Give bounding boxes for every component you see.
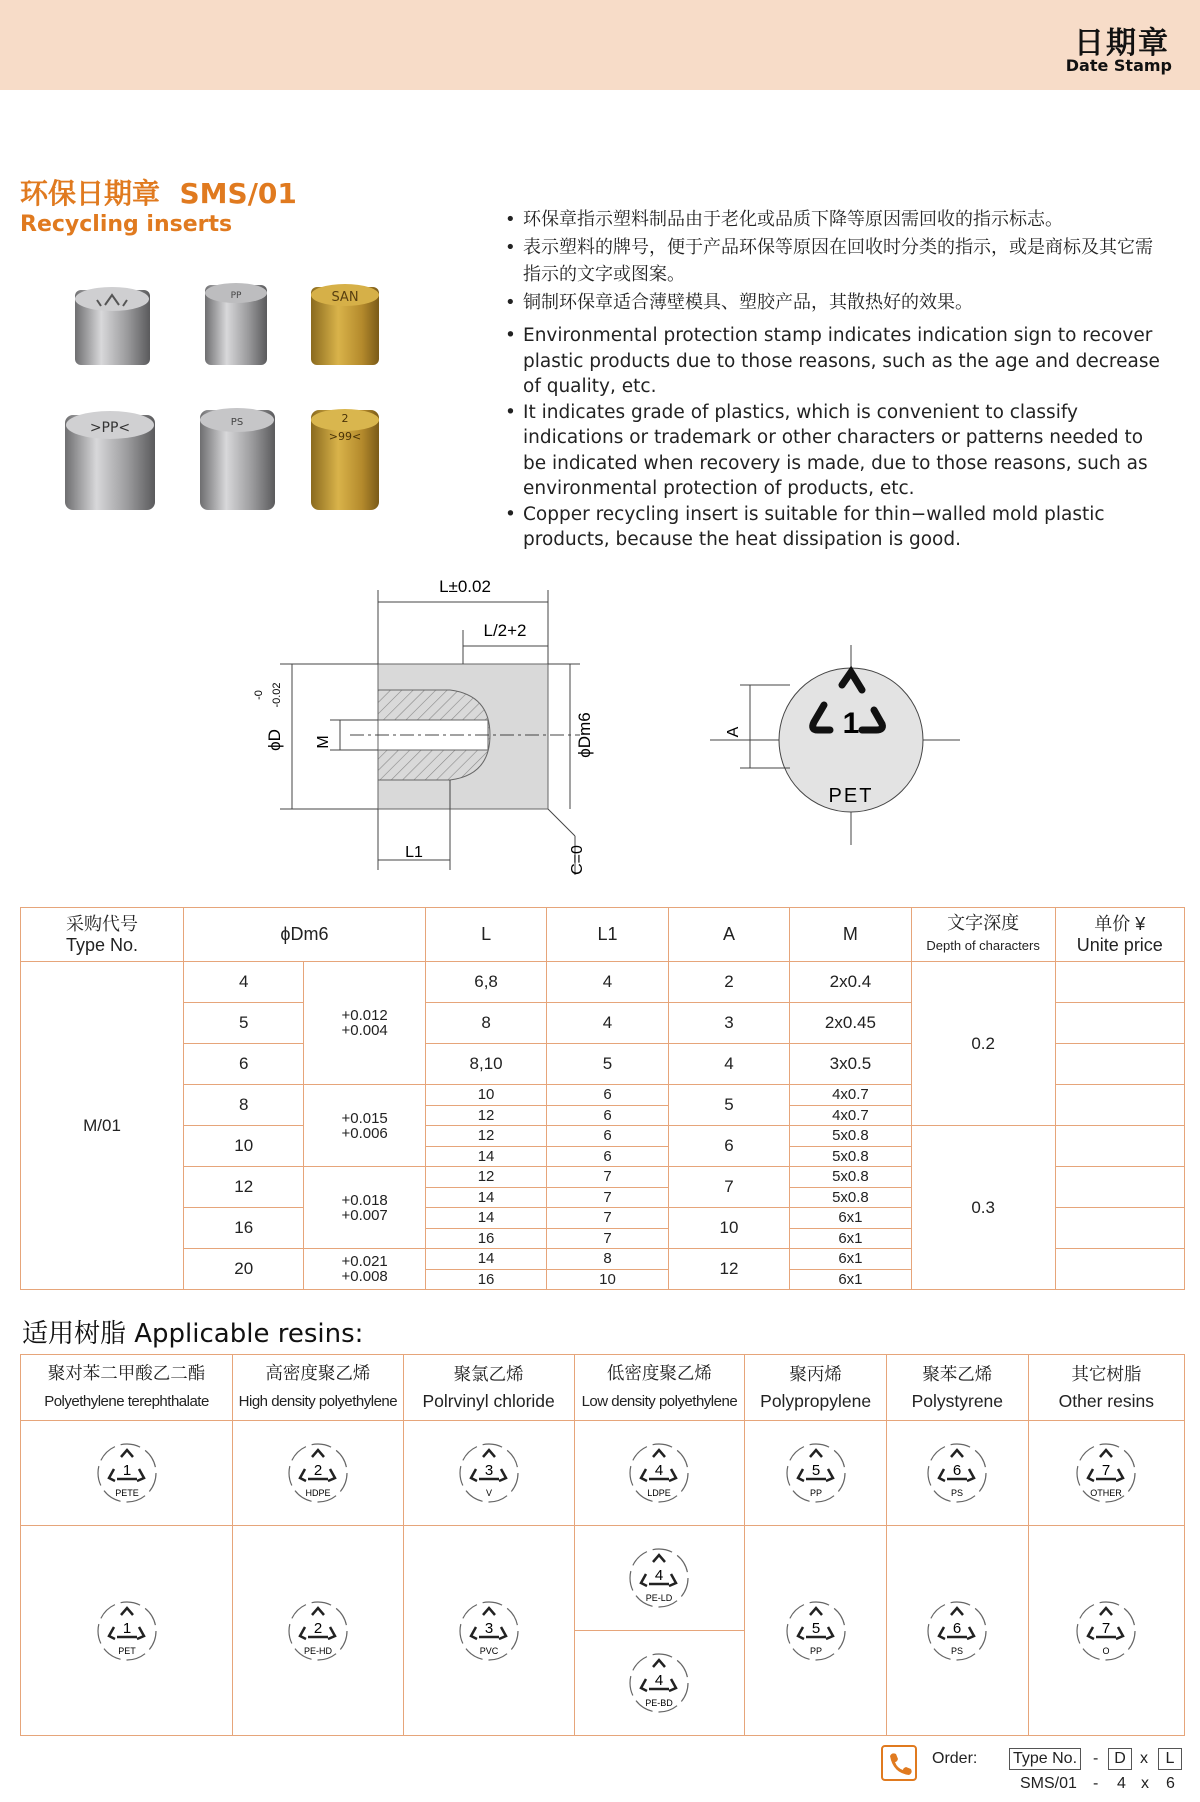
cell-price bbox=[1055, 1003, 1184, 1044]
bullet-cn-2: 表示塑料的牌号，便于产品环保等原因在回收时分类的指示，或是商标及其它需指示的文字或图案。 bbox=[523, 236, 1153, 285]
resin-cell bbox=[745, 1421, 887, 1526]
svg-text:4: 4 bbox=[655, 1462, 664, 1479]
bullets-en: • Environmental protection stamp indicates indication sign to recover plastic products due to those reasons, such as the age and decrease of quality, etc. • It indicates grade of plastics, which is convenient to classify indications or trademark or other characters or patterns needed to be indicated when recovery is made, due to those reasons, such as environmental protection of products, etc. • Copper recycling insert is suitable for thin−walled mold plastic products, because the heat dissipation is good. bbox=[505, 323, 1170, 553]
resin-cell bbox=[745, 1526, 887, 1736]
cell-price bbox=[1055, 1085, 1184, 1126]
svg-text:PP: PP bbox=[809, 1645, 822, 1656]
photo-mark-san: SAN bbox=[331, 290, 359, 305]
phone-icon bbox=[880, 1744, 920, 1784]
recycle-symbol-icon bbox=[1074, 1441, 1138, 1505]
cell-a: 10 bbox=[668, 1208, 789, 1249]
technical-drawing bbox=[250, 570, 970, 890]
resin-header-7: 其它树脂 Other resins bbox=[1028, 1355, 1184, 1421]
recycle-symbol-icon bbox=[286, 1599, 350, 1663]
recycle-symbol-icon bbox=[457, 1599, 521, 1663]
spec-header-row bbox=[21, 908, 1185, 962]
resin-header-row bbox=[21, 1355, 1185, 1421]
cell-l: 12 bbox=[425, 1167, 546, 1188]
resin-header-5: 聚丙烯 Polypropylene bbox=[745, 1355, 887, 1421]
svg-text:HDPE: HDPE bbox=[305, 1488, 331, 1498]
recycle-symbol-icon bbox=[784, 1599, 848, 1663]
resin-header-4: 低密度聚乙烯 Low density polyethylene bbox=[574, 1355, 745, 1421]
recycle-symbol-icon bbox=[925, 1599, 989, 1663]
cell-m: 5x0.8 bbox=[790, 1167, 911, 1188]
product-photos bbox=[55, 275, 405, 530]
dim-l-half: L/2+2 bbox=[483, 621, 527, 640]
cell-m: 5x0.8 bbox=[790, 1146, 911, 1167]
dim-m: M bbox=[315, 735, 332, 749]
recycle-symbol-icon bbox=[925, 1441, 989, 1505]
cell-m: 4x0.7 bbox=[790, 1105, 911, 1126]
photo-insert-1 bbox=[75, 287, 150, 365]
cell-l: 8,10 bbox=[425, 1044, 546, 1085]
cell-l: 12 bbox=[425, 1126, 546, 1147]
bullet-cn-1: 环保章指示塑料制品由于老化或品质下降等原因需回收的指示标志。 bbox=[523, 209, 1063, 230]
th-l: L bbox=[425, 908, 546, 962]
cell-m: 2x0.4 bbox=[790, 962, 911, 1003]
resin-row-1 bbox=[21, 1421, 1185, 1526]
order-example-x: x bbox=[1141, 1775, 1149, 1792]
svg-text:PS: PS bbox=[951, 1645, 964, 1656]
recycle-symbol-icon bbox=[95, 1599, 159, 1663]
bullet-cn-3: 铜制环保章适合薄壁模具、塑胶产品，其散热好的效果。 bbox=[523, 291, 973, 313]
svg-text:PE-HD: PE-HD bbox=[303, 1645, 332, 1656]
svg-text:6: 6 bbox=[953, 1462, 962, 1479]
bullets-cn: • 环保章指示塑料制品由于老化或品质下降等原因需回收的指示标志。 • 表示塑料的牌号，便于产品环保等原因在回收时分类的指示，或是商标及其它需指示的文字或图案。 • 铜制环保章适合薄壁模具、塑胶产品，其散热好的效果。 bbox=[505, 206, 1170, 316]
photo-mark-2: 2 bbox=[341, 412, 349, 425]
cell-l1: 6 bbox=[547, 1146, 668, 1167]
svg-text:6: 6 bbox=[953, 1619, 962, 1637]
cell-l: 16 bbox=[425, 1228, 546, 1249]
svg-text:4: 4 bbox=[655, 1567, 664, 1584]
svg-text:1: 1 bbox=[122, 1619, 131, 1637]
cell-tol: +0.012 +0.004 bbox=[304, 962, 425, 1085]
th-price: 单价 ¥ Unite price bbox=[1055, 908, 1184, 962]
spec-table bbox=[20, 907, 1185, 1290]
cell-l: 10 bbox=[425, 1085, 546, 1106]
cell-price bbox=[1055, 1249, 1184, 1290]
th-dm6: ϕDm6 bbox=[184, 908, 426, 962]
cell-d: 10 bbox=[184, 1126, 304, 1167]
recycle-symbol-icon bbox=[457, 1441, 521, 1505]
order-label: Order: bbox=[932, 1750, 978, 1767]
resin-header-2: 高密度聚乙烯 High density polyethylene bbox=[233, 1355, 404, 1421]
resin-cell bbox=[1028, 1421, 1184, 1526]
cell-l1: 7 bbox=[547, 1167, 668, 1188]
cell-a: 4 bbox=[668, 1044, 789, 1085]
cell-l1: 10 bbox=[547, 1269, 668, 1290]
th-m: M bbox=[790, 908, 911, 962]
symbol-label: PET bbox=[828, 785, 874, 807]
dim-dm6: ϕDm6 bbox=[575, 712, 594, 758]
resin-header-3: 聚氯乙烯 Polrvinyl chloride bbox=[403, 1355, 574, 1421]
cell-m: 5x0.8 bbox=[790, 1126, 911, 1147]
cell-a: 12 bbox=[668, 1249, 789, 1290]
cell-l: 14 bbox=[425, 1208, 546, 1229]
resin-row-2 bbox=[21, 1526, 1185, 1631]
resin-cell bbox=[574, 1526, 745, 1631]
cell-l1: 7 bbox=[547, 1208, 668, 1229]
cell-d: 20 bbox=[184, 1249, 304, 1290]
resin-cell bbox=[574, 1421, 745, 1526]
cell-l: 12 bbox=[425, 1105, 546, 1126]
cell-m: 2x0.45 bbox=[790, 1003, 911, 1044]
order-d-box: D bbox=[1108, 1748, 1132, 1770]
product-title-cn: 环保日期章 SMS/01 bbox=[20, 177, 297, 210]
cell-price bbox=[1055, 1044, 1184, 1085]
th-l1: L1 bbox=[547, 908, 668, 962]
recycle-symbol-icon bbox=[627, 1441, 691, 1505]
order-x: x bbox=[1140, 1750, 1148, 1767]
svg-text:PE-LD: PE-LD bbox=[646, 1593, 673, 1603]
cell-m: 3x0.5 bbox=[790, 1044, 911, 1085]
bullet-en-2: It indicates grade of plastics, which is convenient to classify indications or trademark or other characters or patterns needed to be indicated when recovery is made, due to those reasons, such as environmental protection of products, etc. bbox=[523, 401, 1148, 499]
resin-cell bbox=[233, 1526, 404, 1736]
cell-a: 3 bbox=[668, 1003, 789, 1044]
resin-cell bbox=[403, 1421, 574, 1526]
svg-text:O: O bbox=[1102, 1645, 1110, 1656]
cell-price bbox=[1055, 1167, 1184, 1208]
cell-l1: 4 bbox=[547, 962, 668, 1003]
dim-a: A bbox=[725, 726, 742, 738]
cell-m: 5x0.8 bbox=[790, 1187, 911, 1208]
resin-header-1: 聚对苯二甲酸乙二酯 Polyethylene terephthalate bbox=[21, 1355, 233, 1421]
resin-cell bbox=[886, 1421, 1028, 1526]
resin-header-6: 聚苯乙烯 Polystyrene bbox=[886, 1355, 1028, 1421]
cell-d: 6 bbox=[184, 1044, 304, 1085]
cell-a: 5 bbox=[668, 1085, 789, 1126]
svg-text:5: 5 bbox=[811, 1462, 820, 1479]
cell-l1: 8 bbox=[547, 1249, 668, 1270]
svg-text:4: 4 bbox=[655, 1672, 664, 1689]
cell-tol: +0.018 +0.007 bbox=[304, 1167, 425, 1249]
dim-d-tol-upper: -0 bbox=[253, 690, 265, 700]
bullet-en-1: Environmental protection stamp indicates indication sign to recover plastic products due to those reasons, such as the age and decrease of quality, etc. bbox=[523, 325, 1160, 397]
order-example-type: SMS/01 bbox=[1020, 1775, 1077, 1792]
order-example-d: 4 bbox=[1117, 1775, 1126, 1792]
photo-mark-pp: PP bbox=[230, 291, 242, 301]
cell-l: 8 bbox=[425, 1003, 546, 1044]
th-type: 采购代号 Type No. bbox=[21, 908, 184, 962]
resin-cell bbox=[574, 1631, 745, 1736]
cell-price bbox=[1055, 962, 1184, 1003]
svg-text:2: 2 bbox=[313, 1619, 323, 1637]
resin-cell bbox=[1028, 1526, 1184, 1736]
table-row bbox=[21, 1126, 1185, 1147]
dim-c0: C=0 bbox=[569, 845, 586, 875]
cell-a: 6 bbox=[668, 1126, 789, 1167]
resin-cell bbox=[21, 1526, 233, 1736]
resins-title: 适用树脂 Applicable resins: bbox=[22, 1319, 364, 1349]
cell-d: 4 bbox=[184, 962, 304, 1003]
svg-text:PVC: PVC bbox=[479, 1645, 498, 1656]
cell-depth: 0.3 bbox=[911, 1126, 1055, 1290]
photo-mark-99: >99< bbox=[328, 430, 362, 443]
resin-table bbox=[20, 1354, 1185, 1736]
dim-d: ϕD bbox=[265, 729, 284, 751]
cell-l1: 5 bbox=[547, 1044, 668, 1085]
th-depth: 文字深度 Depth of characters bbox=[911, 908, 1055, 962]
cell-price bbox=[1055, 1126, 1184, 1167]
cell-tol: +0.021 +0.008 bbox=[304, 1249, 425, 1290]
resin-cell bbox=[21, 1421, 233, 1526]
header-band bbox=[0, 0, 1200, 90]
cell-l1: 6 bbox=[547, 1105, 668, 1126]
product-title-en: Recycling inserts bbox=[20, 212, 233, 237]
cell-m: 4x0.7 bbox=[790, 1085, 911, 1106]
cell-d: 8 bbox=[184, 1085, 304, 1126]
cell-l: 14 bbox=[425, 1187, 546, 1208]
svg-text:PET: PET bbox=[117, 1645, 136, 1656]
dim-l1: L1 bbox=[405, 844, 423, 861]
photo-mark-pp2: >PP< bbox=[89, 420, 131, 436]
cell-m: 6x1 bbox=[790, 1269, 911, 1290]
svg-text:7: 7 bbox=[1102, 1462, 1111, 1479]
recycle-symbol-icon bbox=[95, 1441, 159, 1505]
cell-d: 16 bbox=[184, 1208, 304, 1249]
svg-text:PETE: PETE bbox=[114, 1488, 139, 1498]
resin-cell bbox=[233, 1421, 404, 1526]
cell-l1: 6 bbox=[547, 1085, 668, 1106]
svg-text:PE-BD: PE-BD bbox=[645, 1698, 674, 1708]
cell-l1: 7 bbox=[547, 1228, 668, 1249]
svg-text:1: 1 bbox=[122, 1462, 131, 1479]
cell-l: 14 bbox=[425, 1249, 546, 1270]
th-a: A bbox=[668, 908, 789, 962]
recycle-symbol-icon bbox=[627, 1651, 691, 1715]
cell-m: 6x1 bbox=[790, 1208, 911, 1229]
dim-l: L±0.02 bbox=[439, 577, 491, 596]
cell-l1: 7 bbox=[547, 1187, 668, 1208]
recycle-symbol-icon bbox=[784, 1441, 848, 1505]
photo-insert-2 bbox=[205, 283, 267, 365]
table-row bbox=[21, 962, 1185, 983]
cell-d: 5 bbox=[184, 1003, 304, 1044]
svg-text:3: 3 bbox=[484, 1462, 493, 1479]
svg-text:5: 5 bbox=[811, 1619, 820, 1637]
photo-insert-5 bbox=[200, 408, 275, 510]
photo-insert-3 bbox=[311, 284, 379, 365]
type-no-cell: M/01 bbox=[21, 962, 184, 1290]
cell-m: 6x1 bbox=[790, 1249, 911, 1270]
order-typeno-box: Type No. bbox=[1009, 1748, 1081, 1770]
svg-text:V: V bbox=[485, 1488, 492, 1498]
cell-tol: +0.015 +0.006 bbox=[304, 1085, 425, 1167]
svg-text:PP: PP bbox=[809, 1488, 822, 1498]
cell-a: 7 bbox=[668, 1167, 789, 1208]
cell-l1: 6 bbox=[547, 1126, 668, 1147]
order-l-box: L bbox=[1158, 1748, 1182, 1770]
resin-cell bbox=[886, 1526, 1028, 1736]
cell-price bbox=[1055, 1208, 1184, 1249]
recycle-symbol-icon bbox=[1074, 1599, 1138, 1663]
photo-insert-4 bbox=[65, 411, 155, 510]
cell-depth: 0.2 bbox=[911, 962, 1055, 1126]
svg-text:7: 7 bbox=[1102, 1619, 1111, 1637]
symbol-number: 1 bbox=[842, 707, 860, 740]
cell-d: 12 bbox=[184, 1167, 304, 1208]
recycle-symbol-icon bbox=[286, 1441, 350, 1505]
photo-mark-ps: PS bbox=[230, 417, 244, 428]
bullet-en-3: Copper recycling insert is suitable for thin−walled mold plastic products, because the heat dissipation is good. bbox=[523, 503, 1105, 550]
order-example-l: 6 bbox=[1166, 1775, 1175, 1792]
svg-text:PS: PS bbox=[951, 1488, 964, 1498]
svg-text:OTHER: OTHER bbox=[1090, 1488, 1123, 1498]
cell-l: 6,8 bbox=[425, 962, 546, 1003]
svg-text:2: 2 bbox=[313, 1462, 323, 1479]
order-example-dash: - bbox=[1093, 1775, 1099, 1792]
photo-insert-6 bbox=[311, 409, 379, 510]
cell-l: 14 bbox=[425, 1146, 546, 1167]
cell-l1: 4 bbox=[547, 1003, 668, 1044]
cell-a: 2 bbox=[668, 962, 789, 1003]
resin-cell bbox=[403, 1526, 574, 1736]
svg-text:LDPE: LDPE bbox=[647, 1488, 672, 1498]
svg-text:3: 3 bbox=[484, 1619, 493, 1637]
cell-l: 16 bbox=[425, 1269, 546, 1290]
cell-m: 6x1 bbox=[790, 1228, 911, 1249]
header-title-cn: 日期章 bbox=[1074, 26, 1170, 61]
header-title-en: Date Stamp bbox=[1065, 56, 1172, 75]
dim-d-tol-lower: -0.02 bbox=[271, 682, 283, 708]
recycle-symbol-icon bbox=[627, 1546, 691, 1610]
order-dash: - bbox=[1093, 1750, 1099, 1767]
